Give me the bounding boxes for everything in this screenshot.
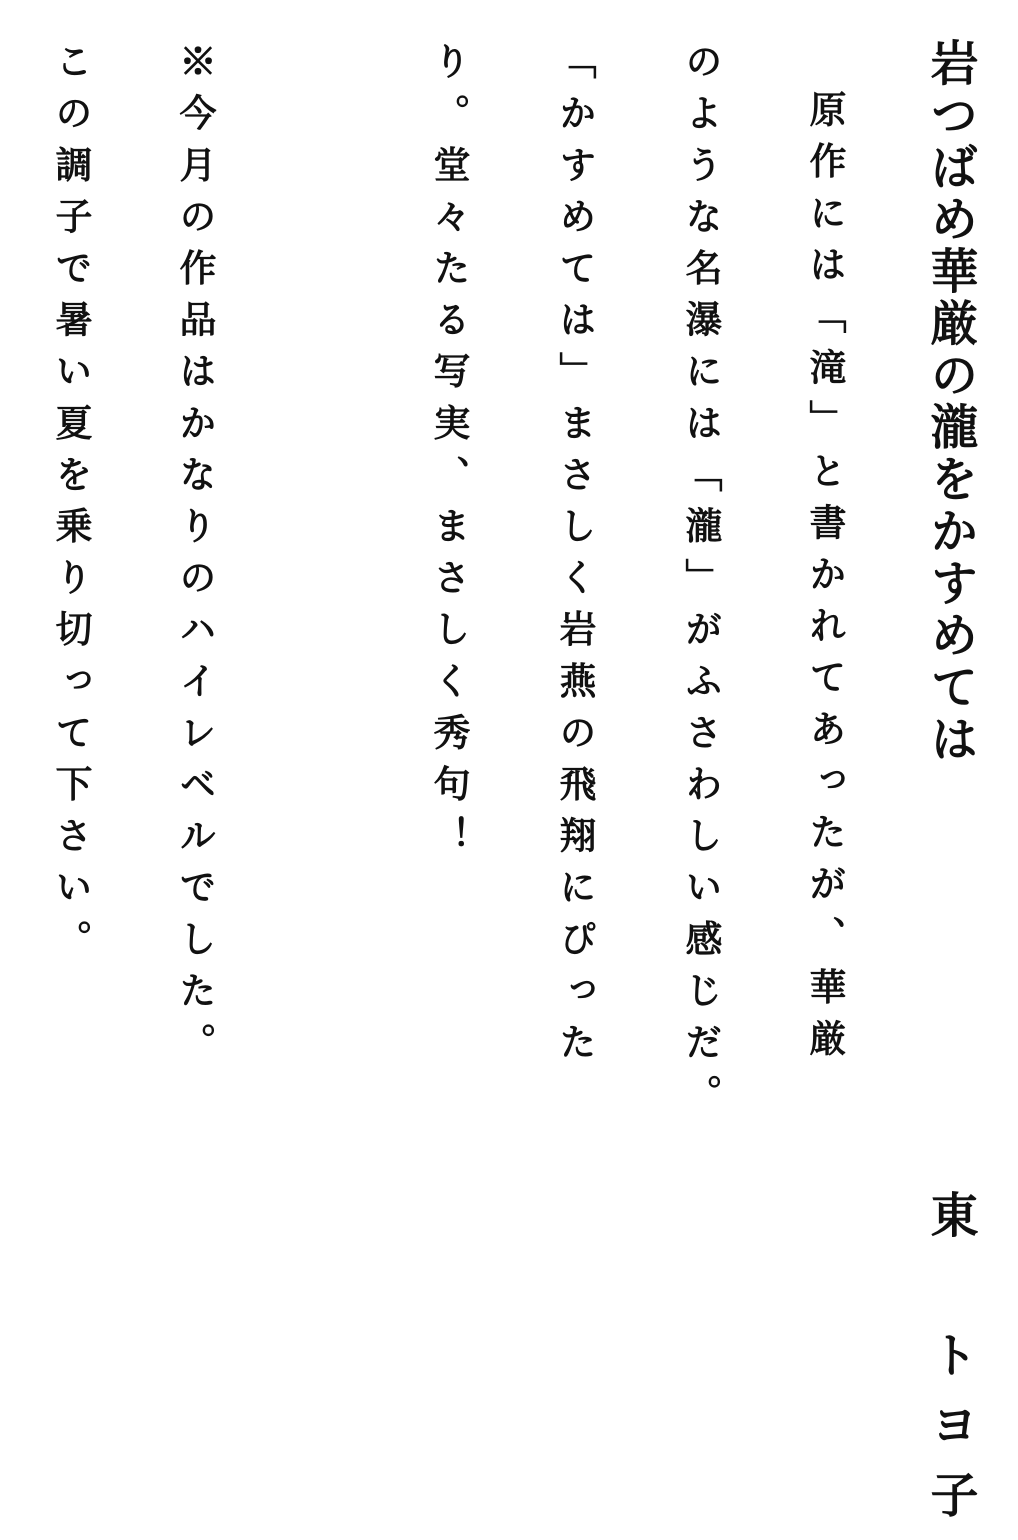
note-line-2: この調子で暑い夏を乗り切って下さい。 — [49, 42, 93, 971]
commentary-line-2: のような名瀑には「瀧」がふさわしい感じだ。 — [679, 42, 723, 1126]
commentary-line-4: り。堂々たる写実、まさしく秀句！ — [427, 42, 471, 868]
poem-title: 岩つばめ華厳の瀧をかすめては — [922, 38, 978, 766]
commentary-line-1: 原作には「滝」と書かれてあったが、華厳 — [803, 90, 847, 1071]
poem-author: 東 トヨ子 — [922, 1190, 978, 1540]
note-line-1: ※今月の作品はかなりのハイレベルでした。 — [173, 42, 217, 1074]
commentary-line-3: 「かすめては」まさしく岩燕の飛翔にぴった — [553, 42, 597, 1074]
